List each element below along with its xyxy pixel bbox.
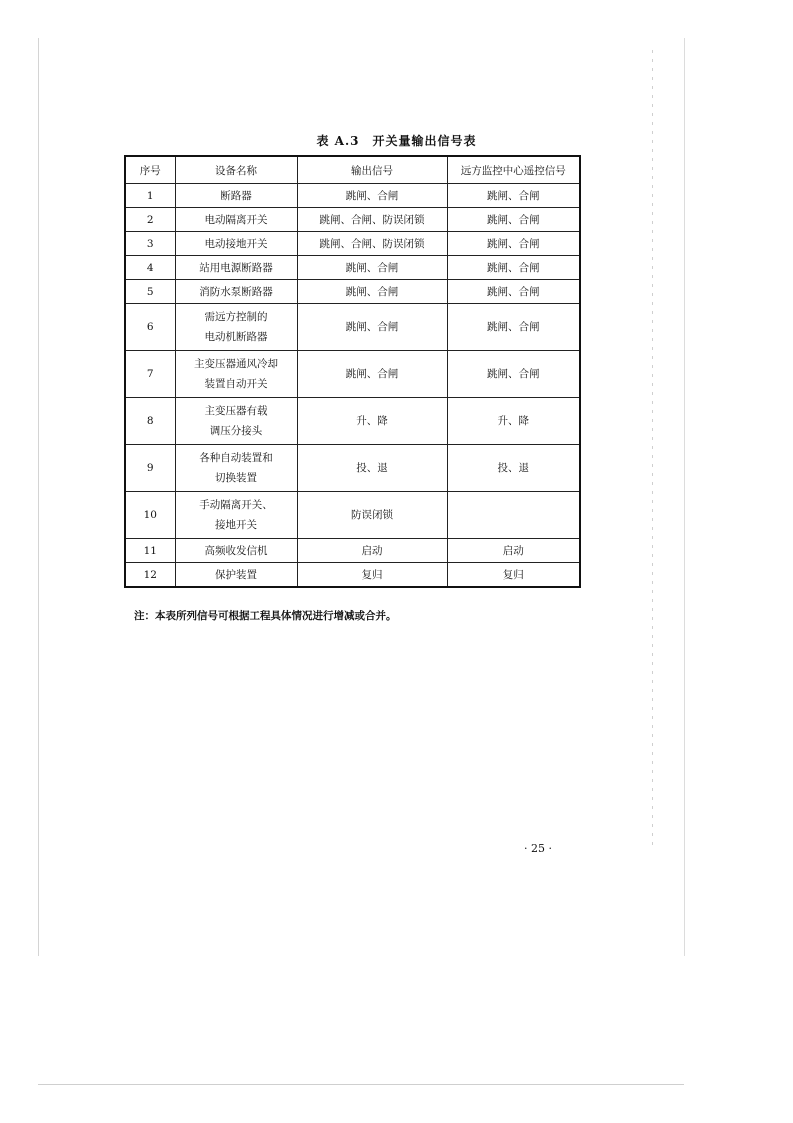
- cell-name: 断路器: [175, 184, 297, 208]
- table-row: [125, 563, 580, 588]
- table-row: [125, 232, 580, 256]
- cell-name: 电动接地开关: [175, 232, 297, 256]
- cell-output: 升、降: [297, 398, 447, 445]
- cell-no: 2: [125, 208, 175, 232]
- table-row: [125, 445, 580, 492]
- cell-output: 跳闸、合闸: [297, 280, 447, 304]
- cell-name: 电动隔离开关: [175, 208, 297, 232]
- cell-remote: 跳闸、合闸: [447, 280, 580, 304]
- table-row: [125, 398, 580, 445]
- table-caption: 表 A.3 开关量输出信号表: [316, 134, 477, 148]
- cell-name-line: 调压分接头: [209, 425, 263, 437]
- table-row: [125, 256, 580, 280]
- cell-remote: 复归: [447, 563, 580, 588]
- table-row: [125, 539, 580, 563]
- cell-name-line: 需远方控制的: [204, 311, 268, 323]
- cell-name-line: 主变压器有载: [204, 405, 268, 417]
- cell-output: 跳闸、合闸、防误闭锁: [297, 208, 447, 232]
- cell-no: 9: [125, 445, 175, 492]
- cell-name: [175, 445, 297, 492]
- cell-output: 防误闭锁: [297, 492, 447, 539]
- cell-name-line: 主变压器通风冷却: [194, 358, 278, 370]
- table-header-row: [125, 156, 580, 184]
- cell-name-line: 各种自动装置和: [199, 452, 273, 464]
- cell-name: [175, 492, 297, 539]
- cell-remote: 跳闸、合闸: [447, 304, 580, 351]
- cell-remote: 跳闸、合闸: [447, 208, 580, 232]
- cell-remote: 跳闸、合闸: [447, 232, 580, 256]
- cell-name-line: 接地开关: [215, 519, 257, 531]
- cell-no: 8: [125, 398, 175, 445]
- page-number: · 25 ·: [524, 842, 552, 855]
- cell-name: [175, 351, 297, 398]
- table-row: [125, 492, 580, 539]
- cell-name: 高频收发信机: [175, 539, 297, 563]
- table-row: [125, 304, 580, 351]
- cell-remote: 启动: [447, 539, 580, 563]
- table-row: [125, 351, 580, 398]
- cell-no: 7: [125, 351, 175, 398]
- table-row: [125, 184, 580, 208]
- header-output-signal: 输出信号: [297, 156, 447, 184]
- cell-remote: 投、退: [447, 445, 580, 492]
- scan-edge-bottom: [38, 1084, 684, 1085]
- cell-name: 消防水泵断路器: [175, 280, 297, 304]
- cell-remote: 升、降: [447, 398, 580, 445]
- cell-name-line: 切换装置: [215, 472, 257, 484]
- cell-output: 跳闸、合闸: [297, 351, 447, 398]
- cell-remote: 跳闸、合闸: [447, 256, 580, 280]
- header-device-name: 设备名称: [175, 156, 297, 184]
- cell-name-line: 装置自动开关: [204, 378, 268, 390]
- table-row: [125, 208, 580, 232]
- scan-edge-left: [38, 38, 39, 956]
- table-row: [125, 280, 580, 304]
- cell-name: 保护装置: [175, 563, 297, 588]
- cell-no: 3: [125, 232, 175, 256]
- cell-name: [175, 304, 297, 351]
- cell-output: 投、退: [297, 445, 447, 492]
- cell-output: 跳闸、合闸: [297, 304, 447, 351]
- cell-remote: [447, 492, 580, 539]
- scan-edge-right: [684, 38, 685, 956]
- cell-output: 启动: [297, 539, 447, 563]
- cell-name-line: 电动机断路器: [204, 331, 268, 343]
- cell-name: 站用电源断路器: [175, 256, 297, 280]
- cell-remote: 跳闸、合闸: [447, 351, 580, 398]
- scan-artifact-dots: [652, 50, 653, 850]
- cell-name-line: 手动隔离开关、: [199, 499, 273, 511]
- cell-no: 1: [125, 184, 175, 208]
- cell-name: [175, 398, 297, 445]
- cell-no: 4: [125, 256, 175, 280]
- cell-no: 12: [125, 563, 175, 588]
- header-remote-signal: 远方监控中心遥控信号: [447, 156, 580, 184]
- cell-output: 跳闸、合闸: [297, 256, 447, 280]
- cell-no: 6: [125, 304, 175, 351]
- cell-no: 5: [125, 280, 175, 304]
- table-note: 注：本表所列信号可根据工程具体情况进行增减或合并。: [134, 610, 397, 622]
- header-no: 序号: [125, 156, 175, 184]
- signal-table: [124, 155, 581, 588]
- cell-output: 跳闸、合闸、防误闭锁: [297, 232, 447, 256]
- cell-output: 复归: [297, 563, 447, 588]
- cell-output: 跳闸、合闸: [297, 184, 447, 208]
- cell-no: 10: [125, 492, 175, 539]
- cell-no: 11: [125, 539, 175, 563]
- cell-remote: 跳闸、合闸: [447, 184, 580, 208]
